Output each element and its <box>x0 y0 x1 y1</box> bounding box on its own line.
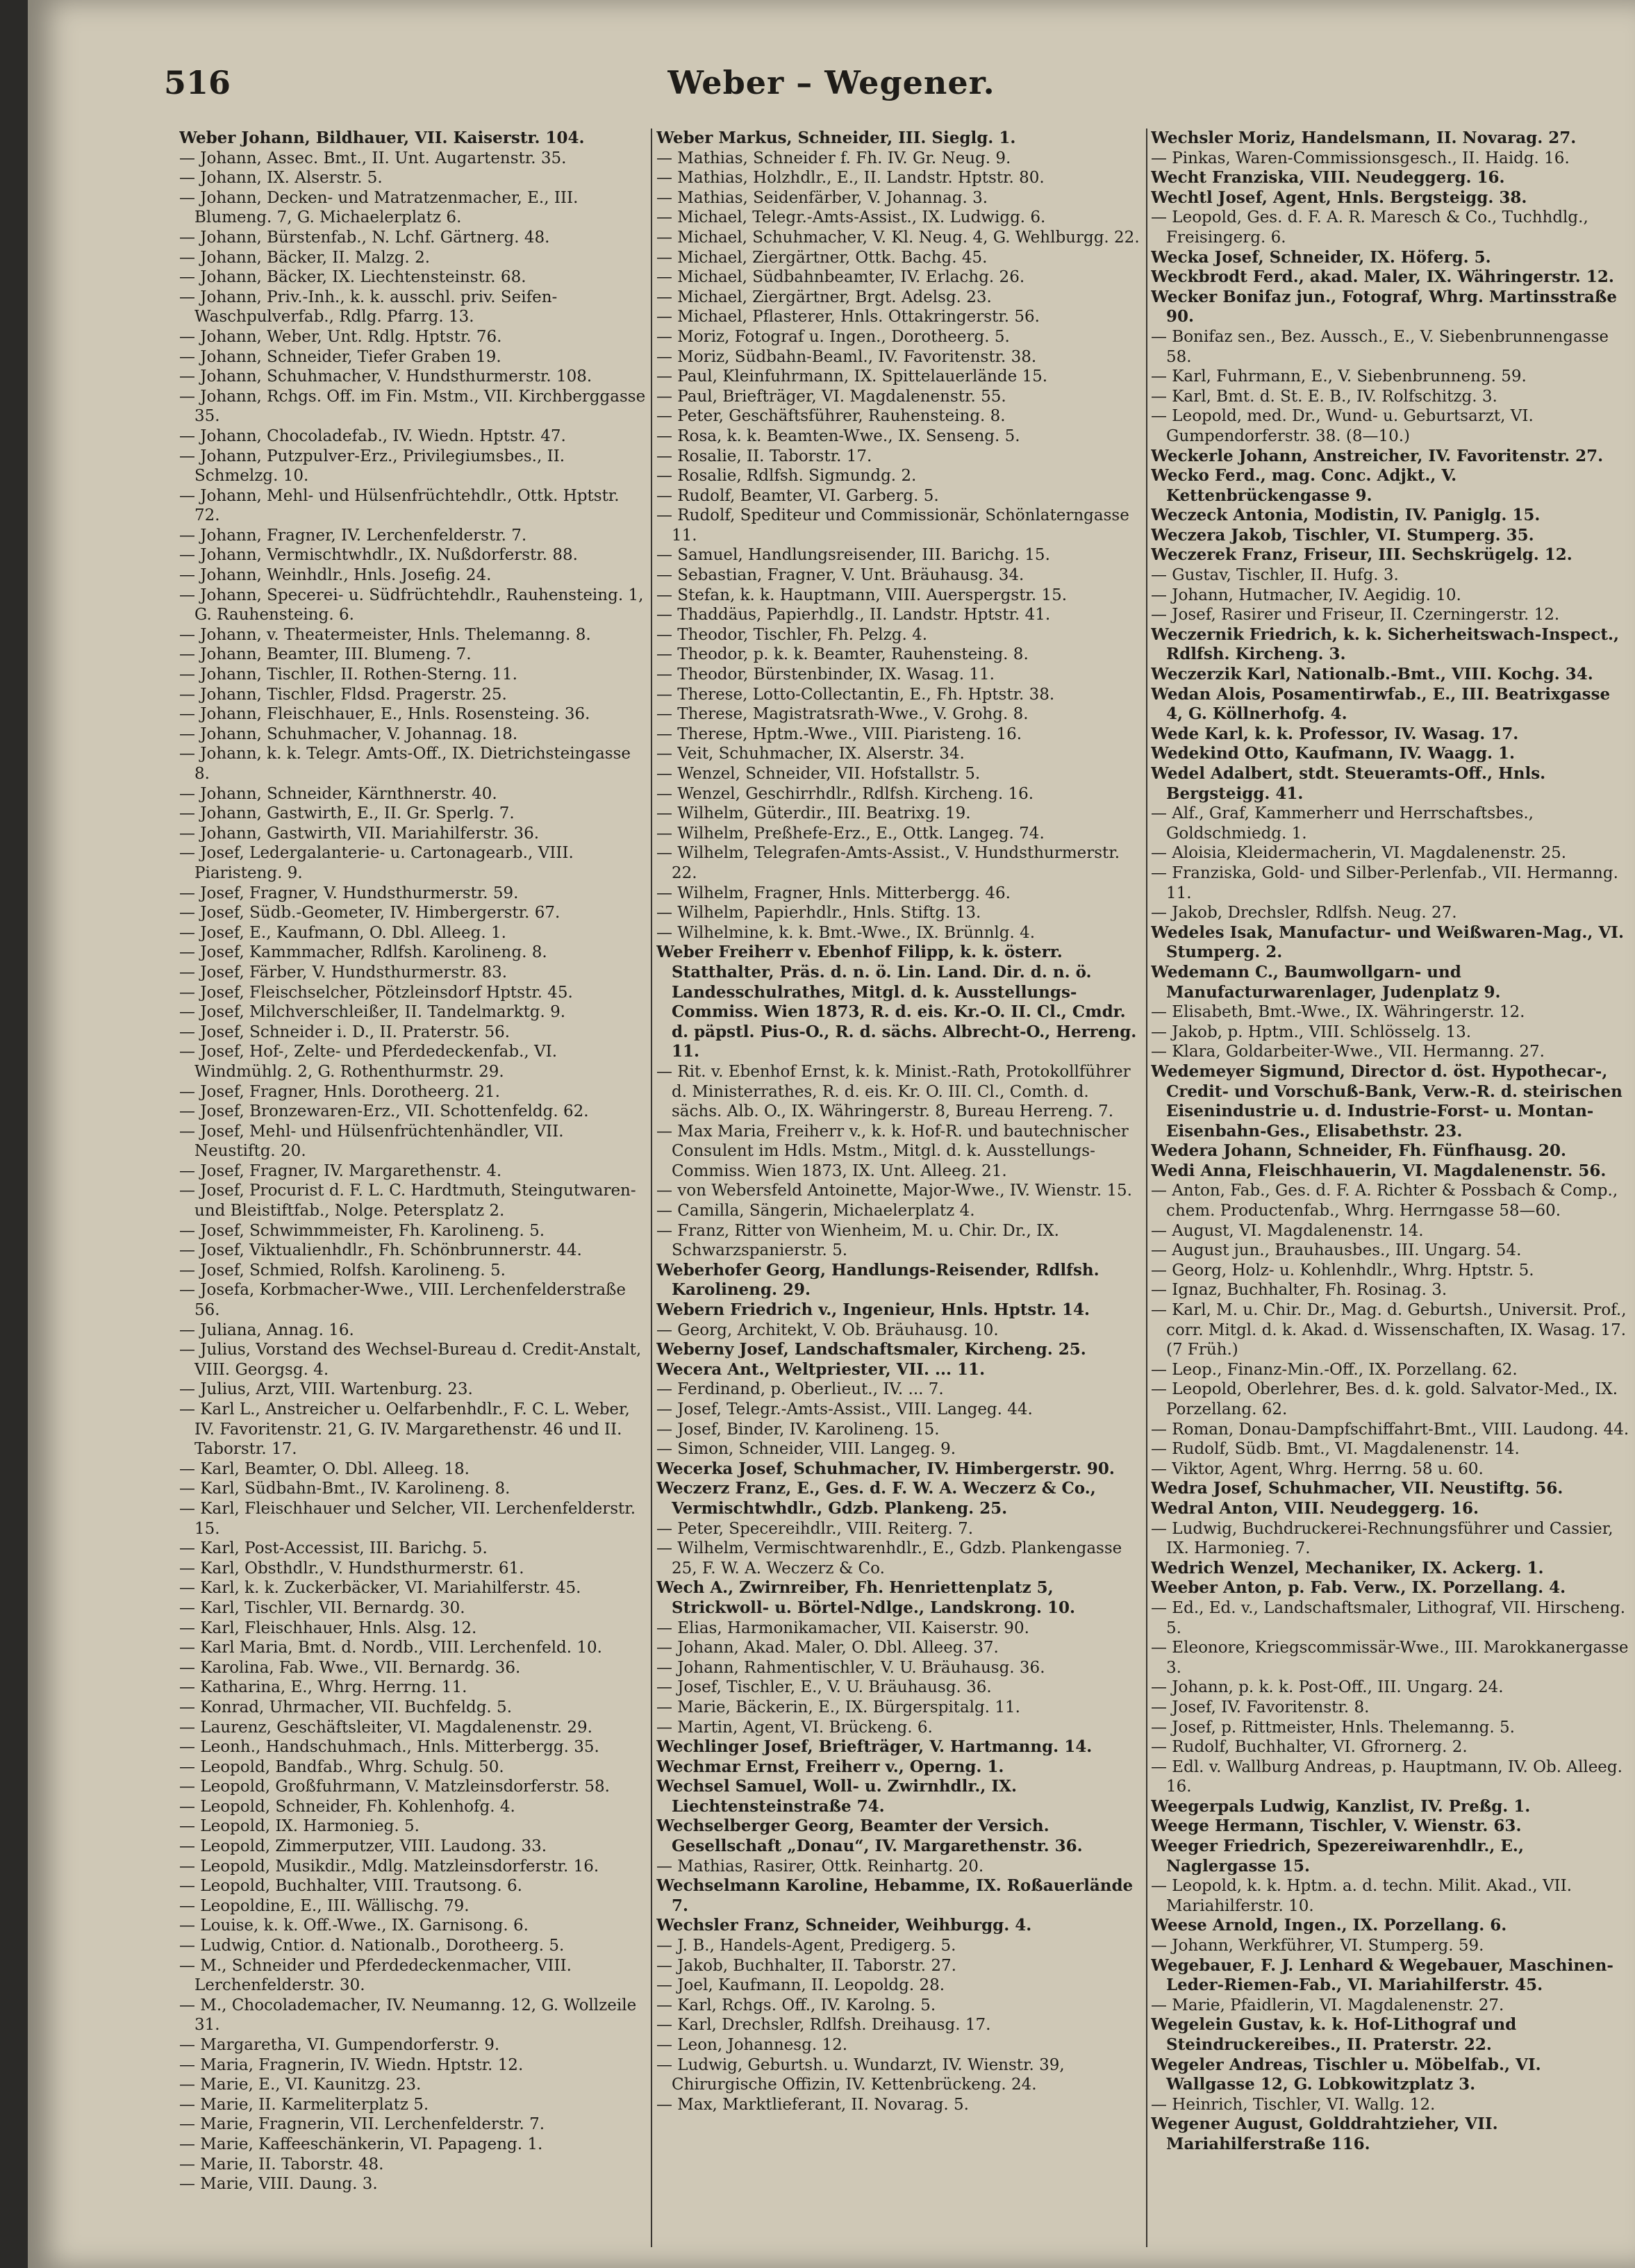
directory-entry: — Theodor, Bürstenbinder, IX. Wasag. 11. <box>656 665 995 684</box>
directory-entry-heading: Weckerle Johann, Anstreicher, IV. Favoritenstr. 27. <box>1151 446 1604 465</box>
directory-entry: — Joel, Kaufmann, II. Leopoldg. 28. <box>656 1976 945 1995</box>
directory-entry: — Samuel, Handlungsreisender, III. Barichg. 15. <box>656 546 1050 565</box>
directory-entry: — Julius, Arzt, VIII. Wartenburg. 23. <box>179 1380 473 1399</box>
directory-entry-heading: Weczerzik Karl, Nationalb.-Bmt., VIII. Kochg. 34. <box>1151 665 1593 684</box>
directory-entry: — Mathias, Holzhdlr., E., II. Landstr. Hptstr. 80. <box>656 169 1045 188</box>
directory-entry: — Johann, Decken- und Matratzenmacher, E., III. Blumeng. 7, G. Michaelerplatz 6. <box>179 188 579 227</box>
directory-entry: — Franziska, Gold- und Silber-Perlenfab., VII. Hermanng. 11. <box>1151 863 1618 902</box>
directory-entry: — Rosalie, II. Taborstr. 17. <box>656 447 872 465</box>
directory-entry: — Johann, Beamter, III. Blumeng. 7. <box>179 645 472 664</box>
directory-entry-heading: Wedra Josef, Schuhmacher, VII. Neustiftg. 56. <box>1151 1479 1563 1498</box>
directory-entry: — Camilla, Sängerin, Michaelerplatz 4. <box>656 1202 975 1220</box>
column-2 <box>656 129 1143 2247</box>
directory-entry: — Josef, Telegr.-Amts-Assist., VIII. Langeg. 44. <box>656 1400 1033 1418</box>
directory-entry: — Louise, k. k. Off.-Wwe., IX. Garnisong. 6. <box>179 1917 529 1935</box>
directory-entry: — Karl, Post-Accessist, III. Barichg. 5. <box>179 1539 488 1558</box>
directory-entry: — Leopold, Oberlehrer, Bes. d. k. gold. Salvator-Med., IX. Porzellang. 62. <box>1151 1380 1618 1418</box>
directory-entry-heading: Wegener August, Golddrahtzieher, VII. Mariahilferstraße 116. <box>1151 2114 1498 2153</box>
directory-entry: — Peter, Geschäftsführer, Rauhensteing. 8. <box>656 407 1006 426</box>
directory-entry: — Karl, Drechsler, Rdlfsh. Dreihausg. 17. <box>656 2016 991 2035</box>
directory-entry: — Rudolf, Beamter, VI. Garberg. 5. <box>656 486 939 505</box>
directory-entry: — Karl, Südbahn-Bmt., IV. Karolineng. 8. <box>179 1480 511 1498</box>
directory-entry-heading: Wedrich Wenzel, Mechaniker, IX. Ackerg. 1. <box>1151 1558 1544 1578</box>
directory-entry-heading: Weczeck Antonia, Modistin, IV. Paniglg. 15. <box>1151 506 1541 525</box>
directory-entry-heading: Wecko Ferd., mag. Conc. Adjkt., V. Kettenbrückengasse 9. <box>1151 466 1457 505</box>
directory-entry-heading: Weese Arnold, Ingen., IX. Porzellang. 6. <box>1151 1916 1507 1935</box>
directory-entry: — Katharina, E., Whrg. Herrng. 11. <box>179 1678 467 1697</box>
directory-entry: — Rosalie, Rdlfsh. Sigmundg. 2. <box>656 467 917 486</box>
directory-entry: — Josef, Viktualienhdlr., Fh. Schönbrunnerstr. 44. <box>179 1241 582 1260</box>
directory-entry: — Elias, Harmonikamacher, VII. Kaiserstr. 90. <box>656 1619 1029 1637</box>
directory-entry: — Rit. v. Ebenhof Ernst, k. k. Minist.-Rath, Protokollführer d. Ministerrathes, R. d. eis. Kr. O. III. Cl., Comth. d. sächs. Alb. O., IX. Währingerstr. 8, Bureau Herreng. 7. <box>656 1062 1131 1121</box>
directory-entry: — Karl, Tischler, VII. Bernardg. 30. <box>179 1598 465 1617</box>
directory-entry-heading: Wechsler Moriz, Handelsmann, II. Novarag. 27. <box>1151 129 1577 147</box>
directory-entry: — Wilhelm, Güterdir., III. Beatrixg. 19. <box>656 804 971 823</box>
directory-entry: — Leopold, k. k. Hptm. a. d. techn. Milit. Akad., VII. Mariahilferstr. 10. <box>1151 1877 1572 1915</box>
directory-entry-heading: Wecera Ant., Weltpriester, VII. ... 11. <box>656 1359 986 1379</box>
directory-entry: — Josef, Kammmacher, Rdlfsh. Karolineng. 8. <box>179 943 547 962</box>
running-head: Weber – Wegener. <box>667 64 995 101</box>
directory-entry: — Leopold, Buchhalter, VIII. Trautsong. 6. <box>179 1877 522 1896</box>
directory-entry: — Karl L., Anstreicher u. Oelfarbenhdlr., F. C. L. Weber, IV. Favoritenstr. 21, G. IV. Margarethenstr. 46 und II. Taborstr. 17. <box>179 1400 630 1459</box>
directory-entry: — Josef, Schneider i. D., II. Praterstr. 56. <box>179 1023 511 1041</box>
directory-entry: — Roman, Donau-Dampfschiffahrt-Bmt., VIII. Laudong. 44. <box>1151 1420 1629 1439</box>
directory-entry-heading: Wechtl Josef, Agent, Hnls. Bergsteigg. 38. <box>1151 188 1527 207</box>
directory-entry: — Wilhelm, Telegrafen-Amts-Assist., V. Hundsthurmerstr. 22. <box>656 844 1120 882</box>
directory-entry: — Karl, M. u. Chir. Dr., Mag. d. Geburtsh., Universit. Prof., corr. Mitgl. d. k. Akad. d. Wissenschaften, IX. Wasag. 17. (7 Früh.) <box>1151 1301 1627 1359</box>
directory-entry: — Therese, Magistratsrath-Wwe., V. Grohg. 8. <box>656 705 1029 724</box>
directory-entry: — Max Maria, Freiherr v., k. k. Hof-R. und bautechnischer Consulent im Hdls. Mstm., Mitgl. d. k. Ausstellungs-Commiss. Wien 1873, IX. Unt. Alleeg. 21. <box>656 1122 1129 1180</box>
directory-entry-heading: Weeber Anton, p. Fab. Verw., IX. Porzellang. 4. <box>1151 1578 1566 1598</box>
directory-entry: — Marie, Bäckerin, E., IX. Bürgerspitalg. 11. <box>656 1698 1020 1716</box>
directory-entry: — Leon, Johannesg. 12. <box>656 2036 848 2054</box>
directory-entry: — Johann, Schuhmacher, V. Johannag. 18. <box>179 725 518 743</box>
directory-entry: — Georg, Holz- u. Kohlenhdlr., Whrg. Hptstr. 5. <box>1151 1261 1534 1280</box>
directory-entry-heading: Weber Johann, Bildhauer, VII. Kaiserstr. 104. <box>179 129 585 147</box>
directory-entry: — Karl, Fleischhauer und Selcher, VII. Lerchenfelderstr. 15. <box>179 1499 636 1538</box>
directory-entry: — Michael, Ziergärtner, Brgt. Adelsg. 23. <box>656 288 992 306</box>
directory-entry: — Johann, Weber, Unt. Rdlg. Hptstr. 76. <box>179 327 502 346</box>
directory-entry: — Johann, Chocoladefab., IV. Wiedn. Hptstr. 47. <box>179 427 566 445</box>
directory-entry: — August, VI. Magdalenenstr. 14. <box>1151 1221 1424 1240</box>
directory-entry: — Stefan, k. k. Hauptmann, VIII. Auerspergstr. 15. <box>656 586 1068 604</box>
directory-entry-heading: Wedan Alois, Posamentirwfab., E., III. Beatrixgasse 4, G. Köllnerhofg. 4. <box>1151 684 1611 724</box>
directory-entry: — Karl, Obsthdlr., V. Hundsthurmerstr. 61. <box>179 1559 524 1578</box>
directory-entry: — Johann, Werkführer, VI. Stumperg. 59. <box>1151 1937 1484 1955</box>
directory-entry: — Josef, p. Rittmeister, Hnls. Thelemanng. 5. <box>1151 1718 1515 1737</box>
directory-entry: — Leopold, Ges. d. F. A. R. Maresch & Co., Tuchhdlg., Freisingerg. 6. <box>1151 208 1588 247</box>
directory-entry: — Michael, Südbahnbeamter, IV. Erlachg. 26. <box>656 268 1025 287</box>
directory-entry-heading: Wedi Anna, Fleischhauerin, VI. Magdalenenstr. 56. <box>1151 1161 1607 1180</box>
directory-entry: — Alf., Graf, Kammerherr und Herrschaftsbes., Goldschmiedg. 1. <box>1151 804 1534 843</box>
directory-entry: — Josef, Procurist d. F. L. C. Hardtmuth, Steingutwaren- und Bleistiftfab., Nolge. Petersplatz 2. <box>179 1182 636 1220</box>
directory-entry-heading: Weczerz Franz, E., Ges. d. F. W. A. Weczerz & Co., Vermischtwhdlr., Gdzb. Plankeng. 25. <box>656 1479 1096 1518</box>
directory-entry: — Franz, Ritter von Wienheim, M. u. Chir. Dr., IX. Schwarzspanierstr. 5. <box>656 1221 1059 1260</box>
directory-entry: — Michael, Ziergärtner, Ottk. Bachg. 45. <box>656 248 988 267</box>
directory-entry: — Edl. v. Wallburg Andreas, p. Hauptmann, IV. Ob. Alleeg. 16. <box>1151 1757 1622 1796</box>
directory-entry: — Wilhelm, Fragner, Hnls. Mitterbergg. 46. <box>656 884 1011 902</box>
directory-entry-heading: Wecker Bonifaz jun., Fotograf, Whrg. Martinsstraße 90. <box>1151 287 1618 326</box>
directory-entry: — Wilhelm, Vermischtwarenhdlr., E., Gdzb. Plankengasse 25, F. W. A. Weczerz & Co. <box>656 1539 1122 1578</box>
directory-entry: — Maria, Fragnerin, IV. Wiedn. Hptstr. 12. <box>179 2055 524 2074</box>
directory-entry: — Jakob, Buchhalter, II. Taborstr. 27. <box>656 1956 956 1975</box>
directory-entry: — Leopold, Großfuhrmann, V. Matzleinsdorferstr. 58. <box>179 1778 610 1796</box>
directory-entry: — Johann, Assec. Bmt., II. Unt. Augartenstr. 35. <box>179 149 567 167</box>
directory-entry: — Josef, Fragner, IV. Margarethenstr. 4. <box>179 1161 502 1180</box>
directory-entry: — Marie, II. Karmeliterplatz 5. <box>179 2095 429 2114</box>
directory-entry: — Karl, Bmt. d. St. E. B., IV. Rolfschitzg. 3. <box>1151 387 1497 406</box>
directory-entry: — Juliana, Annag. 16. <box>179 1321 354 1339</box>
column-1 <box>179 129 648 2247</box>
directory-entry: — Ed., Ed. v., Landschaftsmaler, Lithograf, VII. Hirscheng. 5. <box>1151 1598 1626 1637</box>
directory-entry: — Mathias, Seidenfärber, V. Johannag. 3. <box>656 188 988 207</box>
directory-entry: — Josef, Mehl- und Hülsenfrüchtenhändler, VII. Neustiftg. 20. <box>179 1122 564 1161</box>
directory-entry: — Wilhelm, Papierhdlr., Hnls. Stiftg. 13. <box>656 904 981 922</box>
directory-entry: — Leopold, Zimmerputzer, VIII. Laudong. 33. <box>179 1837 547 1856</box>
directory-entry: — Jakob, Drechsler, Rdlfsh. Neug. 27. <box>1151 904 1457 922</box>
directory-entry: — Pinkas, Waren-Commissionsgesch., II. Haidg. 16. <box>1151 149 1570 167</box>
directory-entry-heading: Weeger Friedrich, Spezereiwarenhdlr., E., Naglergasse 15. <box>1151 1837 1524 1876</box>
directory-entry: — Leopold, IX. Harmonieg. 5. <box>179 1817 420 1836</box>
directory-entry-heading: Wedemann C., Baumwollgarn- und Manufacturwarenlager, Judenplatz 9. <box>1151 962 1501 1002</box>
directory-entry: — Klara, Goldarbeiter-Wwe., VII. Hermanng. 27. <box>1151 1043 1545 1061</box>
directory-entry: — Karl, Beamter, O. Dbl. Alleeg. 18. <box>179 1459 470 1478</box>
directory-entry: — Max, Marktlieferant, II. Novarag. 5. <box>656 2095 969 2114</box>
directory-entry-heading: Wecerka Josef, Schuhmacher, IV. Himbergerstr. 90. <box>656 1459 1115 1478</box>
directory-entry: — Karl, Fuhrmann, E., V. Siebenbrunneng. 59. <box>1151 367 1527 386</box>
directory-entry: — Paul, Kleinfuhrmann, IX. Spittelauerlände 15. <box>656 367 1048 386</box>
directory-entry: — Johann, p. k. k. Post-Off., III. Ungarg. 24. <box>1151 1678 1504 1697</box>
directory-entry-heading: Wech A., Zwirnreiber, Fh. Henriettenplatz 5, Strickwoll- u. Börtel-Ndlge., Landskrong. 10. <box>656 1578 1076 1617</box>
directory-entry-heading: Wecht Franziska, VIII. Neudeggerg. 16. <box>1151 168 1505 188</box>
directory-entry: — Georg, Architekt, V. Ob. Bräuhausg. 10. <box>656 1321 999 1339</box>
directory-entry: — M., Chocolademacher, IV. Neumanng. 12, G. Wollzeile 31. <box>179 1996 637 2035</box>
page-number: 516 <box>164 64 231 101</box>
directory-entry: — Josef, E., Kaufmann, O. Dbl. Alleeg. 1. <box>179 923 506 942</box>
directory-entry: — Leop., Finanz-Min.-Off., IX. Porzellang. 62. <box>1151 1360 1518 1379</box>
directory-entry: — Johann, Schneider, Kärnthnerstr. 40. <box>179 784 497 803</box>
directory-entry: — Therese, Hptm.-Wwe., VIII. Piaristeng. 16. <box>656 725 1022 743</box>
directory-entry: — M., Schneider und Pferdedeckenmacher, VIII. Lerchenfelderstr. 30. <box>179 1956 572 1995</box>
directory-entry-heading: Weczernik Friedrich, k. k. Sicherheitswach-Inspect., Rdlfsh. Kircheng. 3. <box>1151 624 1620 664</box>
directory-entry: — Laurenz, Geschäftsleiter, VI. Magdalenenstr. 29. <box>179 1718 592 1737</box>
directory-page <box>28 0 1635 2268</box>
directory-entry: — Johann, Vermischtwhdlr., IX. Nußdorferstr. 88. <box>179 546 578 565</box>
directory-entry-heading: Weberhofer Georg, Handlungs-Reisender, Rdlfsh. Karolineng. 29. <box>656 1260 1099 1300</box>
directory-entry-heading: Weege Hermann, Tischler, V. Wienstr. 63. <box>1151 1816 1522 1836</box>
directory-entry: — Johann, Schneider, Tiefer Graben 19. <box>179 347 501 366</box>
directory-entry-heading: Wechselberger Georg, Beamter der Versich. Gesellschaft „Donau“, IV. Margarethenstr. 36. <box>656 1816 1083 1856</box>
directory-entry: — Josef, Schwimmmeister, Fh. Karolineng. 5. <box>179 1221 545 1240</box>
directory-entry: — Johann, Rchgs. Off. im Fin. Mstm., VII. Kirchberggasse 35. <box>179 387 646 426</box>
page-header <box>28 64 1635 113</box>
directory-entry: — Paul, Briefträger, VI. Magdalenenstr. 55. <box>656 387 1006 406</box>
directory-entry: — Margaretha, VI. Gumpendorferstr. 9. <box>179 2036 500 2054</box>
directory-entry: — Johann, Akad. Maler, O. Dbl. Alleeg. 37. <box>656 1639 999 1657</box>
directory-entry: — Josef, Fragner, V. Hundsthurmerstr. 59. <box>179 884 519 902</box>
directory-entry: — Eleonore, Kriegscommissär-Wwe., III. Marokkanergasse 3. <box>1151 1639 1629 1677</box>
directory-entry: — Heinrich, Tischler, VI. Wallg. 12. <box>1151 2095 1436 2114</box>
directory-entry: — Johann, Bürstenfab., N. Lchf. Gärtnerg. 48. <box>179 228 550 247</box>
directory-entry: — Leopold, Bandfab., Whrg. Schulg. 50. <box>179 1757 504 1776</box>
directory-entry-heading: Wedel Adalbert, stdt. Steueramts-Off., Hnls. Bergsteigg. 41. <box>1151 764 1546 803</box>
directory-entry: — Josef, Schmied, Rolfsh. Karolineng. 5. <box>179 1261 506 1280</box>
directory-entry: — Josef, Fragner, Hnls. Dorotheerg. 21. <box>179 1082 500 1101</box>
directory-entry-heading: Weegerpals Ludwig, Kanzlist, IV. Preßg. 1. <box>1151 1796 1531 1816</box>
column-divider <box>651 129 652 2247</box>
directory-entry: — Michael, Telegr.-Amts-Assist., IX. Ludwigg. 6. <box>656 208 1046 227</box>
directory-entry: — Josef, Bronzewaren-Erz., VII. Schottenfeldg. 62. <box>179 1102 589 1121</box>
directory-entry: — Theodor, Tischler, Fh. Pelzg. 4. <box>656 625 928 644</box>
directory-entry-heading: Wecka Josef, Schneider, IX. Höferg. 5. <box>1151 247 1491 267</box>
directory-entry: — Josef, Binder, IV. Karolineng. 15. <box>656 1420 940 1439</box>
directory-entry: — Leonh., Handschuhmach., Hnls. Mitterbergg. 35. <box>179 1738 599 1757</box>
directory-entry: — Julius, Vorstand des Wechsel-Bureau d. Credit-Anstalt, VIII. Georgsg. 4. <box>179 1341 642 1379</box>
directory-entry: — Ludwig, Geburtsh. u. Wundarzt, IV. Wienstr. 39, Chirurgische Offizin, IV. Kettenbrückeng. 24. <box>656 2055 1065 2094</box>
directory-entry: — Johann, Specerei- u. Südfrüchtehdlr., Rauhensteing. 1, G. Rauhensteing. 6. <box>179 586 644 624</box>
directory-entry: — Johann, Bäcker, II. Malzg. 2. <box>179 248 431 267</box>
directory-entry-heading: Wedekind Otto, Kaufmann, IV. Waagg. 1. <box>1151 744 1516 763</box>
directory-entry-heading: Wedemeyer Sigmund, Director d. öst. Hypothecar-, Credit- und Vorschuß-Bank, Verw.-R. d. steirischen Eisenindustrie u. d. Industrie-Forst- u. Montan-Eisenbahn-Ges., Elisabethstr. 23. <box>1151 1061 1622 1141</box>
directory-entry-heading: Wede Karl, k. k. Professor, IV. Wasag. 17. <box>1151 724 1519 743</box>
directory-entry: — Michael, Schuhmacher, V. Kl. Neug. 4, G. Wehlburgg. 22. <box>656 228 1140 247</box>
directory-entry: — Marie, Fragnerin, VII. Lerchenfelderstr. 7. <box>179 2115 545 2134</box>
directory-entry: — Aloisia, Kleidermacherin, VI. Magdalenenstr. 25. <box>1151 844 1567 863</box>
directory-entry: — Therese, Lotto-Collectantin, E., Fh. Hptstr. 38. <box>656 685 1055 704</box>
directory-entry: — Johann, Mehl- und Hülsenfrüchtehdlr., Ottk. Hptstr. 72. <box>179 486 620 525</box>
directory-entry: — Martin, Agent, VI. Brückeng. 6. <box>656 1718 933 1737</box>
directory-entry-heading: Wedera Johann, Schneider, Fh. Fünfhausg. 20. <box>1151 1141 1566 1161</box>
directory-entry: — Josef, Tischler, E., V. U. Bräuhausg. 36. <box>656 1678 992 1697</box>
directory-entry-heading: Wechsel Samuel, Woll- u. Zwirnhdlr., IX. Liechtensteinstraße 74. <box>656 1777 1018 1816</box>
directory-entry-heading: Wedral Anton, VIII. Neudeggerg. 16. <box>1151 1498 1479 1518</box>
directory-entry: — Karl, Rchgs. Off., IV. Karolng. 5. <box>656 1996 936 2014</box>
directory-entry-heading: Weber Freiherr v. Ebenhof Filipp, k. k. österr. Statthalter, Präs. d. n. ö. Lin. Land. Dir. d. n. ö. Landesschulrathes, Mitgl. d. k. Ausstellungs-Commiss. Wien 1873, R. d. eis. Kr.-O. II. Cl., Cmdr. d. päpstl. Pius-O., R. d. sächs. Albrecht-O., Herreng. 11. <box>656 943 1137 1061</box>
directory-entry: — Bonifaz sen., Bez. Aussch., E., V. Siebenbrunnengasse 58. <box>1151 327 1609 366</box>
directory-entry: — Johann, IX. Alserstr. 5. <box>179 169 383 188</box>
directory-entry: — Karl Maria, Bmt. d. Nordb., VIII. Lerchenfeld. 10. <box>179 1639 602 1657</box>
directory-entry: — Johann, Putzpulver-Erz., Privilegiumsbes., II. Schmelzg. 10. <box>179 447 565 486</box>
directory-entry: — Johann, k. k. Telegr. Amts-Off., IX. Dietrichsteingasse 8. <box>179 745 631 783</box>
directory-entry-heading: Wechlinger Josef, Briefträger, V. Hartmanng. 14. <box>656 1737 1093 1757</box>
directory-entry: — Karl, k. k. Zuckerbäcker, VI. Mariahilferstr. 45. <box>179 1579 581 1598</box>
directory-entry: — Viktor, Agent, Whrg. Herrng. 58 u. 60. <box>1151 1459 1484 1478</box>
directory-entry-heading: Weczera Jakob, Tischler, VI. Stumperg. 35. <box>1151 525 1534 545</box>
directory-entry: — Wilhelm, Preßhefe-Erz., E., Ottk. Langeg. 74. <box>656 824 1045 843</box>
directory-entry: — Josef, Milchverschleißer, II. Tandelmarktg. 9. <box>179 1003 566 1022</box>
directory-entry: — Johann, Tischler, II. Rothen-Sterng. 11. <box>179 665 517 684</box>
directory-entry-heading: Wechsler Franz, Schneider, Weihburgg. 4. <box>656 1916 1032 1935</box>
directory-entry: — Michael, Pflasterer, Hnls. Ottakringerstr. 56. <box>656 308 1040 326</box>
directory-entry: — Wilhelmine, k. k. Bmt.-Wwe., IX. Brünnlg. 4. <box>656 923 1036 942</box>
directory-entry: — Veit, Schuhmacher, IX. Alserstr. 34. <box>656 745 965 763</box>
directory-entry-heading: Weczerek Franz, Friseur, III. Sechskrügelg. 12. <box>1151 545 1572 565</box>
directory-entry: — Johann, Fragner, IV. Lerchenfelderstr. 7. <box>179 526 527 545</box>
directory-entry: — August jun., Brauhausbes., III. Ungarg. 54. <box>1151 1241 1522 1260</box>
directory-entry-heading: Wegeler Andreas, Tischler u. Möbelfab., VI. Wallgasse 12, G. Lobkowitzplatz 3. <box>1151 2055 1541 2094</box>
directory-entry: — Marie, Kaffeeschänkerin, VI. Papageng. 1. <box>179 2135 543 2153</box>
directory-entry: — Josef, IV. Favoritenstr. 8. <box>1151 1698 1370 1716</box>
directory-entry: — J. B., Handels-Agent, Predigerg. 5. <box>656 1937 956 1955</box>
directory-entry: — Jakob, p. Hptm., VIII. Schlösselg. 13. <box>1151 1023 1472 1041</box>
directory-entry: — Johann, v. Theatermeister, Hnls. Thelemanng. 8. <box>179 625 591 644</box>
directory-entry: — Mathias, Schneider f. Fh. IV. Gr. Neug. 9. <box>656 149 1011 167</box>
directory-entry: — Johann, Tischler, Fldsd. Pragerstr. 25. <box>179 685 507 704</box>
directory-entry: — Elisabeth, Bmt.-Wwe., IX. Währingerstr. 12. <box>1151 1003 1525 1022</box>
directory-entry: — Johann, Priv.-Inh., k. k. ausschl. priv. Seifen-Waschpulverfab., Rdlg. Pfarrg. 13. <box>179 288 558 326</box>
column-3 <box>1151 129 1630 2247</box>
directory-entry: — Josef, Färber, V. Hundsthurmerstr. 83. <box>179 963 508 982</box>
directory-entry: — Josef, Rasirer und Friseur, II. Czerningerstr. 12. <box>1151 606 1560 624</box>
directory-entry: — Mathias, Rasirer, Ottk. Reinhartg. 20. <box>656 1857 984 1876</box>
directory-entry: — Johann, Gastwirth, E., II. Gr. Sperlg. 7. <box>179 804 515 823</box>
directory-entry: — Gustav, Tischler, II. Hufg. 3. <box>1151 566 1399 585</box>
directory-entry: — Ignaz, Buchhalter, Fh. Rosinag. 3. <box>1151 1281 1447 1300</box>
directory-entry: — Karl, Fleischhauer, Hnls. Alsg. 12. <box>179 1619 477 1637</box>
directory-entry: — Johann, Rahmentischler, V. U. Bräuhausg. 36. <box>656 1658 1045 1677</box>
directory-entry: — Johann, Hutmacher, IV. Aegidig. 10. <box>1151 586 1461 604</box>
directory-entry-heading: Weber Markus, Schneider, III. Sieglg. 1. <box>656 129 1016 147</box>
directory-entry-heading: Wegelein Gustav, k. k. Hof-Lithograf und Steindruckereibes., II. Praterstr. 22. <box>1151 2015 1517 2054</box>
directory-entry-heading: Wedeles Isak, Manufactur- und Weißwaren-Mag., VI. Stumperg. 2. <box>1151 922 1624 962</box>
directory-entry-heading: Webern Friedrich v., Ingenieur, Hnls. Hptstr. 14. <box>656 1300 1090 1320</box>
directory-entry: — Ludwig, Buchdruckerei-Rechnungsführer und Cassier, IX. Harmonieg. 7. <box>1151 1519 1613 1558</box>
column-divider <box>1146 129 1147 2247</box>
directory-entry: — Ludwig, Cntior. d. Nationalb., Dorotheerg. 5. <box>179 1937 565 1955</box>
directory-entry: — Josef, Südb.-Geometer, IV. Himbergerstr. 67. <box>179 904 561 922</box>
directory-entry: — von Webersfeld Antoinette, Major-Wwe., IV. Wienstr. 15. <box>656 1182 1132 1200</box>
directory-entry: — Marie, Pfaidlerin, VI. Magdalenenstr. 27. <box>1151 1996 1504 2014</box>
directory-entry-heading: Wegebauer, F. J. Lenhard & Wegebauer, Maschinen-Leder-Riemen-Fab., VI. Mariahilferstr. 45. <box>1151 1955 1613 1995</box>
directory-entry-heading: Weckbrodt Ferd., akad. Maler, IX. Währingerstr. 12. <box>1151 267 1614 287</box>
directory-entry: — Josef, Hof-, Zelte- und Pferdedeckenfab., VI. Windmühlg. 2, G. Rothenthurmstr. 29. <box>179 1043 558 1081</box>
directory-entry: — Moriz, Fotograf u. Ingen., Dorotheerg. 5. <box>656 327 1010 346</box>
directory-entry: — Johann, Bäcker, IX. Liechtensteinstr. 68. <box>179 268 526 287</box>
directory-entry: — Leopold, med. Dr., Wund- u. Geburtsarzt, VI. Gumpendorferstr. 38. (8—10.) <box>1151 407 1534 445</box>
directory-entry: — Leopold, Schneider, Fh. Kohlenhofg. 4. <box>179 1797 515 1816</box>
directory-entry: — Marie, II. Taborstr. 48. <box>179 2155 384 2174</box>
directory-entry-heading: Weberny Josef, Landschaftsmaler, Kircheng. 25. <box>656 1340 1086 1359</box>
directory-entry: — Marie, VIII. Daung. 3. <box>179 2175 378 2194</box>
directory-entry: — Josef, Fleischselcher, Pötzleinsdorf Hptstr. 45. <box>179 983 573 1002</box>
directory-entry: — Peter, Specereihdlr., VIII. Reiterg. 7. <box>656 1519 974 1538</box>
directory-entry: — Sebastian, Fragner, V. Unt. Bräuhausg. 34. <box>656 566 1024 585</box>
directory-entry: — Wenzel, Geschirrhdlr., Rdlfsh. Kircheng. 16. <box>656 784 1034 803</box>
directory-entry: — Leopold, Musikdir., Mdlg. Matzleinsdorferstr. 16. <box>179 1857 599 1876</box>
directory-entry: — Josefa, Korbmacher-Wwe., VIII. Lerchenfelderstraße 56. <box>179 1281 626 1320</box>
directory-entry: — Johann, Fleischhauer, E., Hnls. Rosensteing. 36. <box>179 705 590 724</box>
directory-entry: — Simon, Schneider, VIII. Langeg. 9. <box>656 1440 956 1459</box>
directory-entry: — Rudolf, Südb. Bmt., VI. Magdalenenstr. 14. <box>1151 1440 1520 1459</box>
directory-entry-heading: Wechmar Ernst, Freiherr v., Operng. 1. <box>656 1757 1004 1776</box>
directory-entry: — Anton, Fab., Ges. d. F. A. Richter & Possbach & Comp., chem. Productenfab., Whrg. Herrngasse 58—60. <box>1151 1182 1618 1220</box>
directory-entry: — Theodor, p. k. k. Beamter, Rauhensteing. 8. <box>656 645 1029 664</box>
directory-entry: — Josef, Ledergalanterie- u. Cartonagearb., VIII. Piaristeng. 9. <box>179 844 574 882</box>
directory-entry: — Rosa, k. k. Beamten-Wwe., IX. Senseng. 5. <box>656 427 1020 445</box>
directory-entry: — Marie, E., VI. Kaunitzg. 23. <box>179 2076 422 2094</box>
directory-entry: — Rudolf, Spediteur und Commissionär, Schönlaterngasse 11. <box>656 506 1129 545</box>
directory-entry: — Johann, Schuhmacher, V. Hundsthurmerstr. 108. <box>179 367 592 386</box>
directory-entry: — Rudolf, Buchhalter, VI. Gfrornerg. 2. <box>1151 1738 1468 1757</box>
directory-entry: — Thaddäus, Papierhdlg., II. Landstr. Hptstr. 41. <box>656 606 1051 624</box>
directory-entry: — Ferdinand, p. Oberlieut., IV. ... 7. <box>656 1380 944 1399</box>
directory-entry: — Johann, Weinhdlr., Hnls. Josefig. 24. <box>179 566 492 585</box>
directory-entry: — Johann, Gastwirth, VII. Mariahilferstr. 36. <box>179 824 540 843</box>
directory-entry-heading: Wechselmann Karoline, Hebamme, IX. Roßauerlände 7. <box>656 1876 1134 1915</box>
directory-entry: — Wenzel, Schneider, VII. Hofstallstr. 5. <box>656 765 981 783</box>
directory-entry: — Leopoldine, E., III. Wällischg. 79. <box>179 1896 470 1915</box>
directory-entry: — Konrad, Uhrmacher, VII. Buchfeldg. 5. <box>179 1698 513 1716</box>
directory-entry: — Moriz, Südbahn-Beaml., IV. Favoritenstr. 38. <box>656 347 1037 366</box>
directory-entry: — Karolina, Fab. Wwe., VII. Bernardg. 36. <box>179 1658 521 1677</box>
